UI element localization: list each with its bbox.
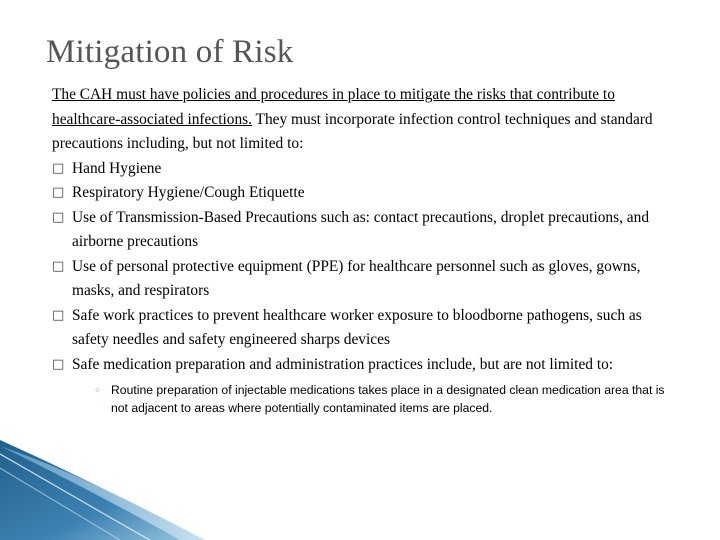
checkbox-bullet-icon: □ xyxy=(52,160,65,176)
sub-list-item xyxy=(92,382,682,417)
bullet-text: Use of Transmission-Based Precautions such as: contact precautions, droplet precautions, and airborne precautions xyxy=(72,208,650,250)
list-item xyxy=(52,181,682,206)
checkbox-bullet-icon: □ xyxy=(52,307,65,323)
intro-text: They must incorporate infection control techniques and standard precautions including, but not limited to: xyxy=(52,110,653,152)
list-item xyxy=(52,255,682,304)
intro-underlined-text: The CAH must have policies and procedures in place to mitigate the risks that contribute to healthcare-associated infections. xyxy=(52,86,615,128)
sub-bullet-text: Routine preparation of injectable medications takes place in a designated clean medication area that is not adjacent to areas where potentially contaminated items are placed. xyxy=(111,383,665,415)
intro-paragraph xyxy=(52,83,682,157)
decorative-swoosh xyxy=(0,440,720,540)
sub-bullet-list xyxy=(72,382,682,417)
bullet-text: Hand Hygiene xyxy=(72,159,162,177)
list-item xyxy=(52,304,682,353)
checkbox-bullet-icon: □ xyxy=(52,185,65,200)
checkbox-bullet-icon: □ xyxy=(52,258,65,274)
bullet-text: Safe medication preparation and administration practices include, but are not limited to: xyxy=(72,355,614,373)
slide-body xyxy=(52,83,682,417)
checkbox-bullet-icon: □ xyxy=(52,356,65,372)
circle-bullet-icon: ◦ xyxy=(94,384,101,397)
bullet-text: Safe work practices to prevent healthcare worker exposure to bloodborne pathogens, such as safety needles and safety engineered sharps devices xyxy=(72,306,642,348)
list-item xyxy=(52,206,682,255)
slide-title: Mitigation of Risk xyxy=(46,34,294,70)
checkbox-bullet-icon: □ xyxy=(52,209,65,225)
bullet-list xyxy=(52,157,682,418)
bullet-text: Respiratory Hygiene/Cough Etiquette xyxy=(72,184,305,201)
bullet-text: Use of personal protective equipment (PPE) for healthcare personnel such as gloves, gowns, masks, and respirators xyxy=(72,257,641,299)
list-item xyxy=(52,157,682,182)
list-item xyxy=(52,353,682,418)
